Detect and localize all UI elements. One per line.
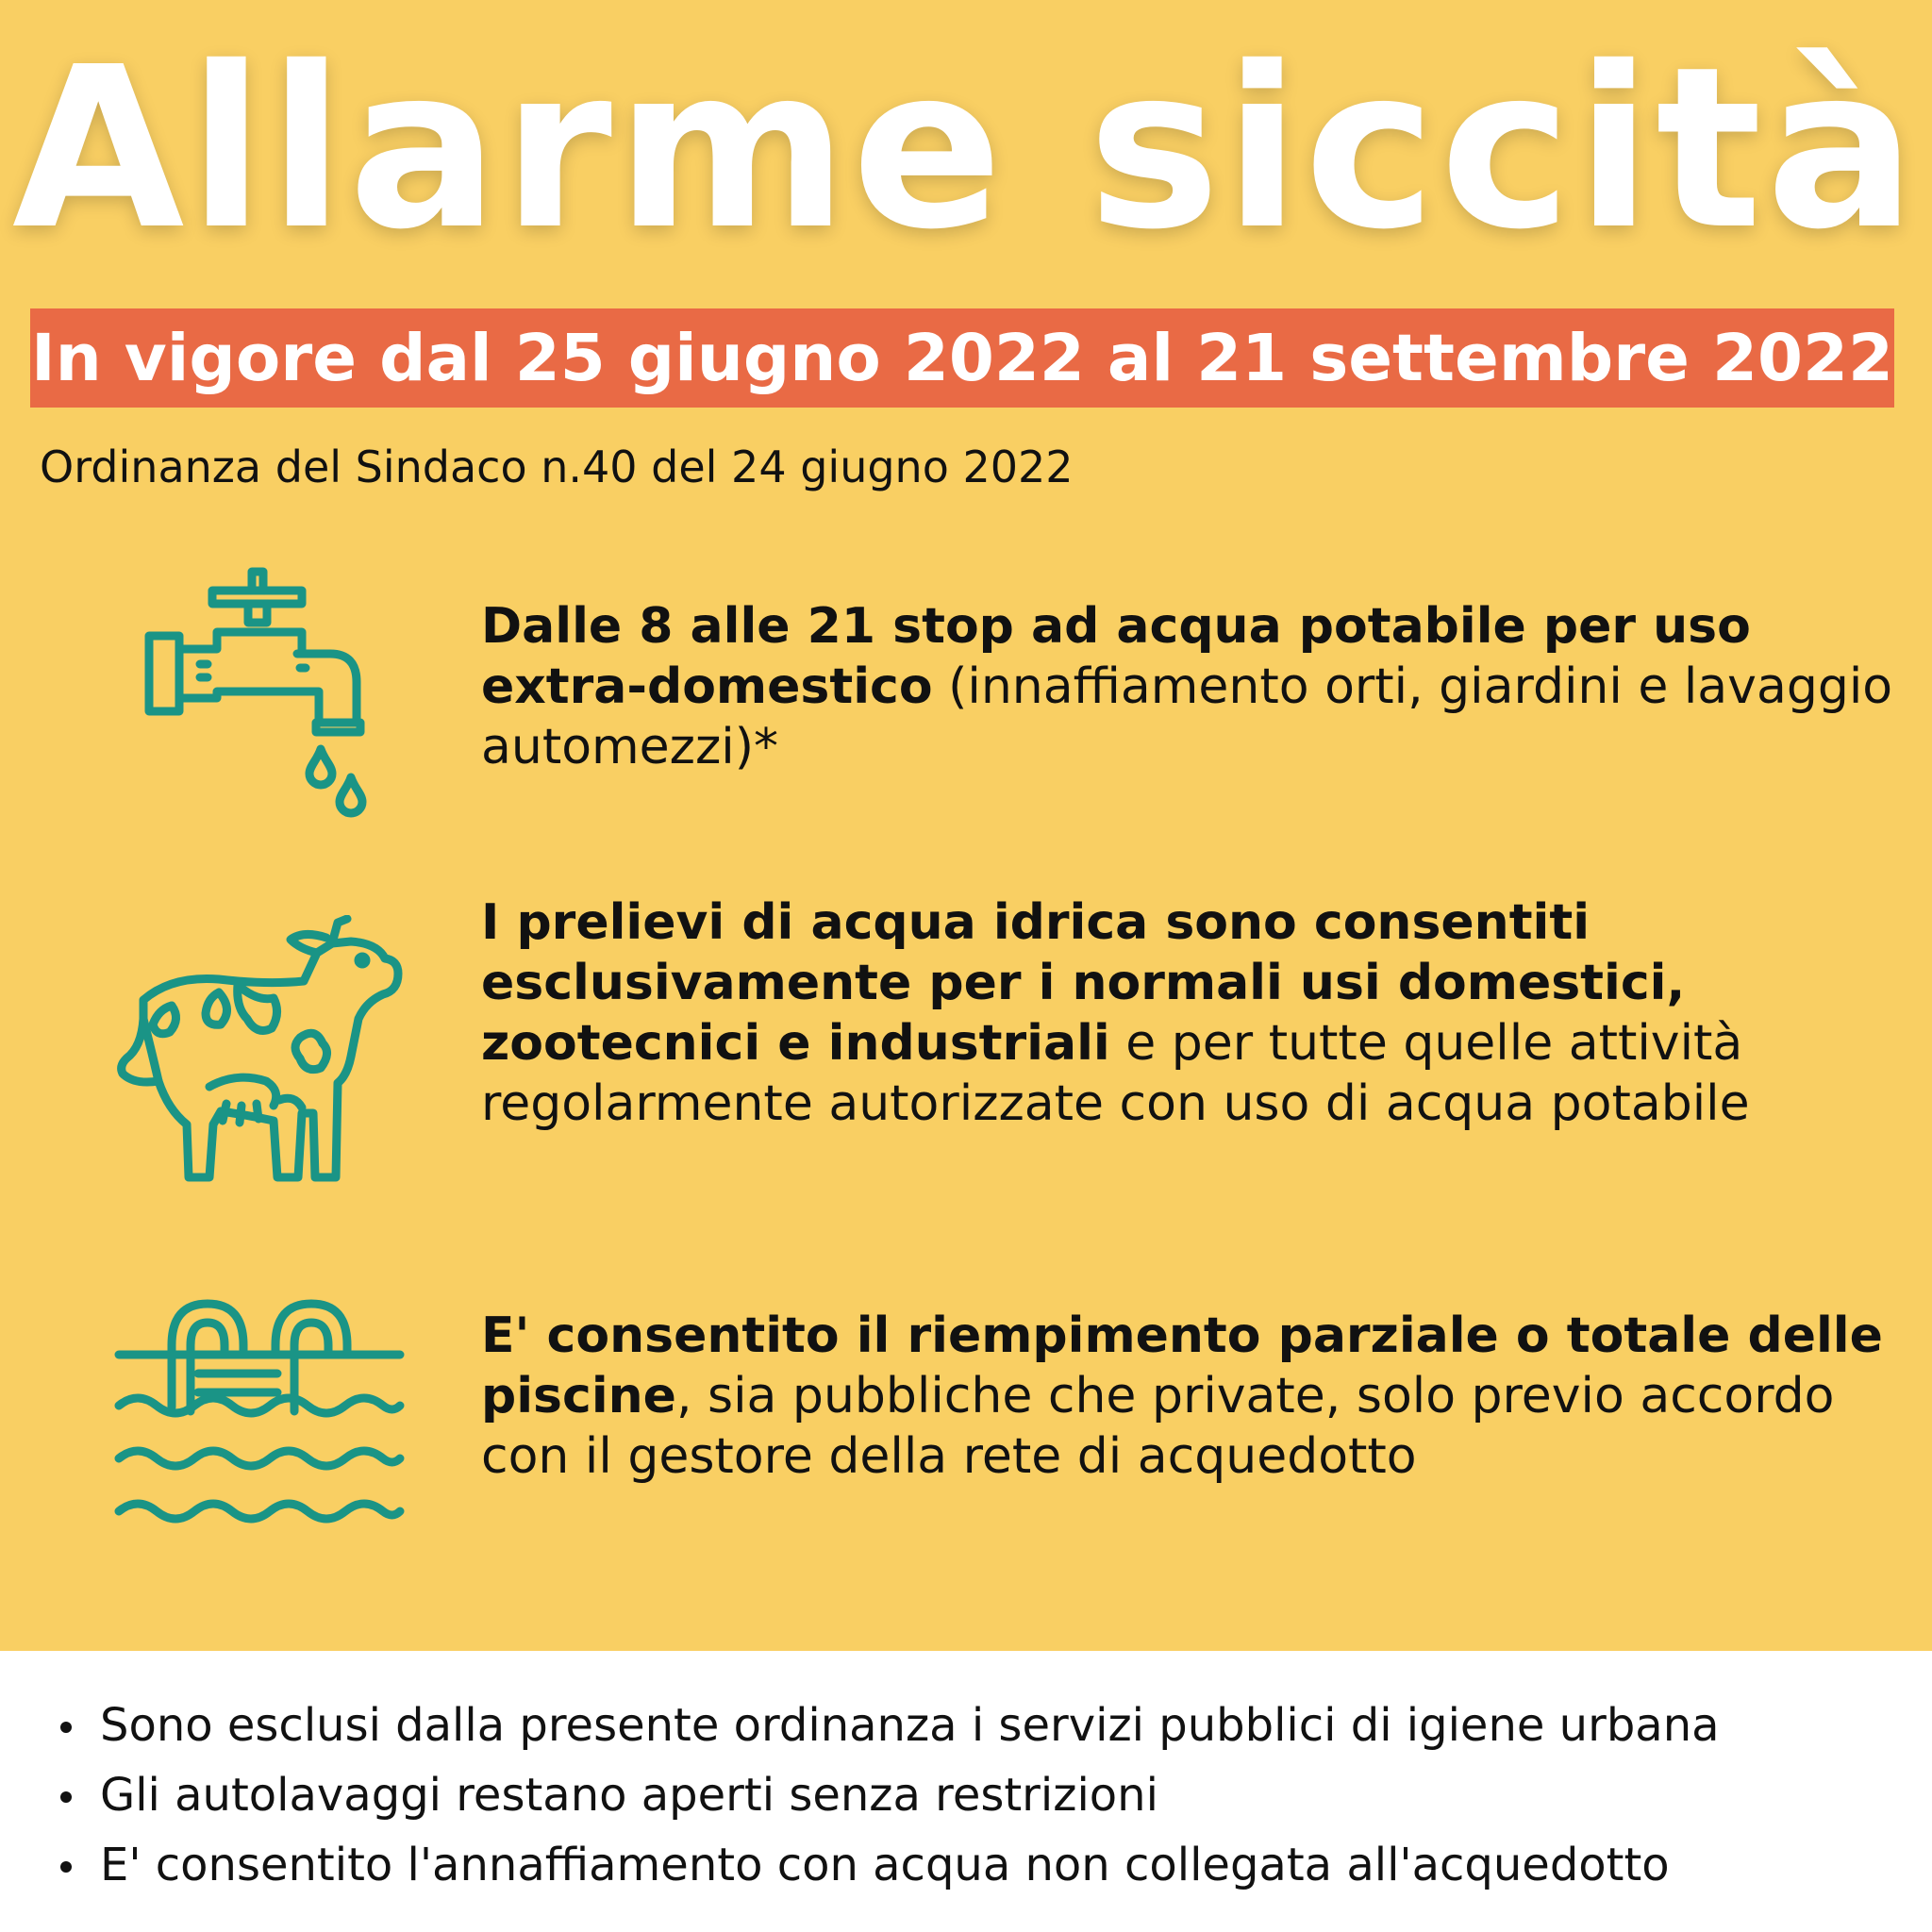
validity-banner: [30, 308, 1894, 408]
rule-item-watering: [481, 596, 1896, 777]
faucet-icon: [142, 564, 377, 828]
rule-item-withdrawals: [481, 892, 1896, 1134]
rule-item-pools: [481, 1306, 1896, 1487]
rule-item-withdrawals-bold: I prelievi di acqua idrica sono consentiti esclusivamente per i normali usi domestici, zootecnici e industriali: [481, 894, 1686, 1072]
rule-item-pools-bold: E' consentito il riempimento parziale o totale delle piscine: [481, 1307, 1883, 1424]
bullet-icon: [60, 1722, 72, 1733]
page-title: Allarme siccità: [11, 19, 1921, 278]
notes-list: [53, 1690, 1720, 1900]
cow-icon: [115, 915, 408, 1189]
notes-footer: [0, 1651, 1932, 1932]
list-item: Sono esclusi dalla presente ordinanza i servizi pubblici di igiene urbana: [53, 1690, 1720, 1760]
list-item: E' consentito l'annaffiamento con acqua non collegata all'acquedotto: [53, 1830, 1720, 1900]
bullet-icon: [60, 1861, 72, 1873]
rule-item-pools-text: , sia pubbliche che private, solo previo accordo con il gestore della rete di acquedotto: [481, 1368, 1835, 1485]
rule-item-watering-text: (innaffiamento orti, giardini e lavaggio automezzi)*: [481, 658, 1893, 775]
rule-item-withdrawals-text: e per tutte quelle attività regolarmente autorizzate con uso di acqua potabile: [481, 1015, 1750, 1132]
ordinance-reference: Ordinanza del Sindaco n.40 del 24 giugno 2022: [40, 441, 1074, 492]
swimming-pool-icon: [113, 1294, 406, 1558]
rule-item-watering-bold: Dalle 8 alle 21 stop ad acqua potabile per uso extra-domestico: [481, 598, 1751, 715]
validity-banner-text: In vigore dal 25 giugno 2022 al 21 settembre 2022: [30, 320, 1893, 396]
bullet-icon: [60, 1791, 72, 1803]
list-item: Gli autolavaggi restano aperti senza restrizioni: [53, 1760, 1720, 1830]
